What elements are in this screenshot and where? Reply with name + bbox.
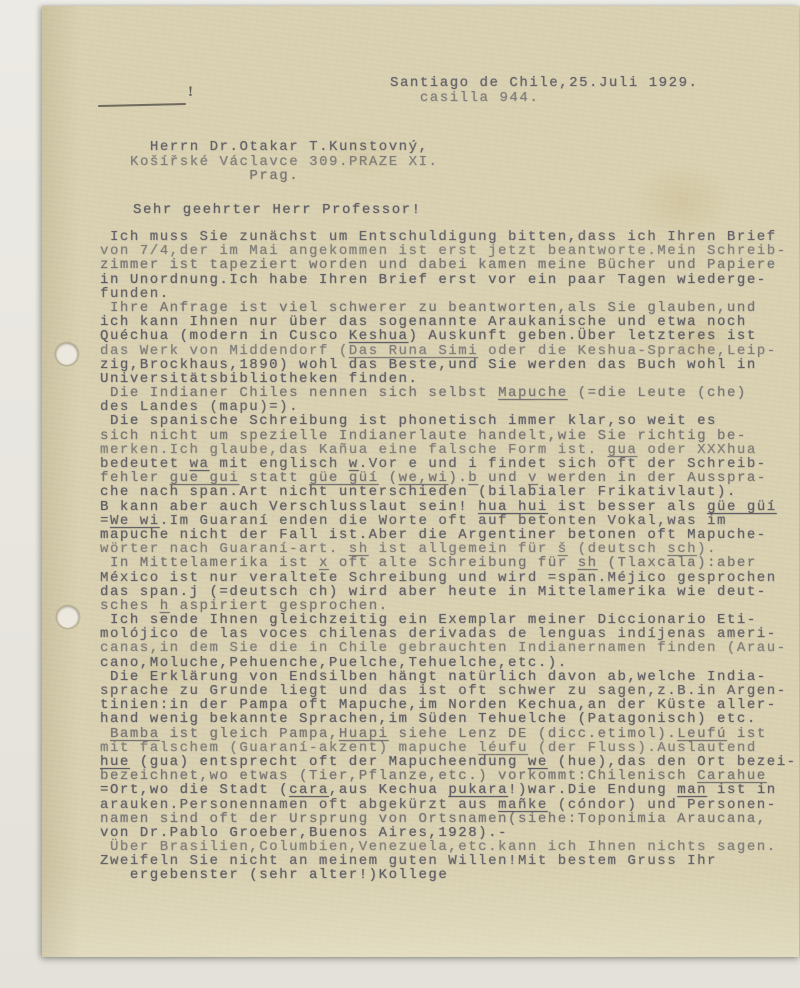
letter-line: sich nicht um spezielle Indianerlaute handelt,wie Sie richtig be- xyxy=(100,427,747,444)
letter-line: Herrn Dr.Otakar T.Kunstovný, xyxy=(130,139,429,155)
letter-line: sprache zu Grunde liegt und das ist oft schwer zu sagen,z.B.in Argen- xyxy=(100,683,787,699)
letter-line: das span.j (=deutsch ch) wird aber heute in Mittelamerika wie deut- xyxy=(100,583,767,600)
letter-line: fehler gue gui statt güe güí (we,wi).b und v werden in der Ausspra- xyxy=(100,470,767,487)
letter-line: funden. xyxy=(100,285,170,302)
pencil-mark xyxy=(98,82,208,114)
letter-line: Bamba ist gleich Pampa,Huapi siehe Lenz DE (dicc.etimol).Leufú ist xyxy=(109,725,767,742)
letter-line: merken.Ich glaube,das Kañua eine falsche Form ist. gua oder XXXhua xyxy=(100,441,757,458)
letter-line: In Mittelamerika ist x oft alte Schreibung für sh (Tlaxcala):aber xyxy=(100,555,757,572)
letter-line: casilla 944. xyxy=(390,90,540,106)
letter-line: bezeichnet,wo etwas (Tier,Pflanze,etc.) vorkommt:Chilenisch Carahue xyxy=(100,768,767,785)
letter-line: Prag. xyxy=(130,168,300,184)
recipient-block xyxy=(130,140,439,184)
salutation: Sehr geehrter Herr Professor! xyxy=(133,202,422,218)
letter-paper xyxy=(42,6,799,957)
pencil-underline xyxy=(98,103,186,107)
letter-line: =We wi.Im Guaraní enden die Worte oft auf betonten Vokal,was im xyxy=(100,512,727,529)
letter-line: Die Erklärung von Endsilben hängt natürlich davon ab,welche India- xyxy=(100,668,767,685)
letter-line: wörter nach Guaraní-art. sh ist allgemein für š (deutsch sch). xyxy=(100,541,718,558)
letter-line: Santiago de Chile,25.Juli 1929. xyxy=(390,75,699,91)
letter-line: das Werk von Middendorf (Das Runa Simi oder die Keshua-Sprache,Leip- xyxy=(100,342,777,359)
punch-hole-top xyxy=(56,343,78,365)
letter-line: von 7/4,der im Mai angekommen ist erst jetzt beantworte.Mein Schreib- xyxy=(100,243,787,260)
letter-line: namen sind oft der Ursprung von Ortsnamen(siehe:Toponimia Araucana, xyxy=(100,810,767,827)
letter-line: hand wenig bekannte Sprachen,im Süden Tehuelche (Patagonisch) etc. xyxy=(100,711,757,728)
letter-line: molójico de las voces chilenas derivadas de lenguas indíjenas ameri- xyxy=(100,626,777,643)
letter-line: zig,Brockhaus,1890) wohl das Beste,und Sie werden das Buch wohl in xyxy=(100,356,757,373)
letter-line: tinien:in der Pampa oft Mapuche,im Norden Kechua,an der Küste aller- xyxy=(100,697,777,714)
letter-line: Ihre Anfrage ist viel schwerer zu beantworten,als Sie glauben,und xyxy=(100,299,757,316)
letter-line: México ist nur veraltete Schreibung und wird =span.Méjico gesprochen xyxy=(100,569,777,586)
letter-line: Zweifeln Sie nicht an meinem guten Willen!Mit bestem Gruss Ihr xyxy=(100,853,717,870)
dateline-block xyxy=(390,76,699,106)
letter-line: Košířské Václavce 309.PRAZE XI. xyxy=(130,153,439,170)
body-block xyxy=(100,230,797,883)
letter-line: mit falschem (Guaraní-akzent) mapuche léufu (der Fluss).Auslautend xyxy=(100,739,757,756)
letter-line: Über Brasilien,Columbien,Venezuela,etc.kann ich Ihnen nichts sagen. xyxy=(100,839,777,856)
letter-line: Quéchua (modern in Cusco Keshua) Auskunft geben.Über letzteres ist xyxy=(100,328,757,345)
letter-line: sches h aspiriert gesprochen. xyxy=(100,597,389,614)
letter-line: des Landes (mapu)=). xyxy=(100,399,300,416)
letter-line: ergebenster (sehr alter!)Kollege xyxy=(100,867,449,884)
letter-line: Ich sende Ihnen gleichzeitig ein Exemplar meiner Diccionario Eti- xyxy=(100,612,757,629)
punch-hole-bottom xyxy=(57,606,79,628)
letter-line: Die spanische Schreibung ist phonetisch immer klar,so weit es xyxy=(100,413,717,430)
letter-line: Universitätsbibliotheken finden. xyxy=(100,370,419,387)
letter-line: che nach span.Art nicht unterschieden (bilabialer Frikativlaut). xyxy=(100,484,737,501)
letter-line: hue (gua) entsprecht oft der Mapucheendung we (hue),das den Ort bezei- xyxy=(100,753,797,770)
letter-line: cano,Moluche,Pehuenche,Puelche,Tehuelche,etc.). xyxy=(100,654,568,671)
pencil-exclamation-mark: ! xyxy=(188,84,193,100)
letter-line: B kann aber auch Verschlusslaut sein! hua hui ist besser als güe güí xyxy=(100,498,777,515)
letter-line: von Dr.Pablo Groeber,Buenos Aires,1928).- xyxy=(100,824,509,841)
letter-line: Die Indianer Chiles nennen sich selbst Mapuche (=die Leute (che) xyxy=(100,385,747,402)
letter-line: arauken.Personennamen oft abgekürzt aus mañke (cóndor) und Personen- xyxy=(100,796,777,813)
letter-line: =Ort,wo die Stadt (cara,aus Kechua pukara!)war.Die Endung man ist in xyxy=(100,782,777,799)
letter-line: Ich muss Sie zunächst um Entschuldigung bitten,dass ich Ihren Brief xyxy=(100,229,777,245)
letter-line: bedeutet wa mit englisch w.Vor e und i findet sich oft der Schreib- xyxy=(100,456,767,472)
letter-line: zimmer ist tapeziert worden und dabei kamen meine Bücher und Papiere xyxy=(100,257,777,274)
letter-line: mapuche nicht der Fall ist.Aber die Argentiner betonen oft Mapuche- xyxy=(100,526,767,543)
letter-line: canas,in dem Sie die in Chile gebrauchten Indianernamen finden (Arau- xyxy=(100,640,787,657)
letter-line: ich kann Ihnen nur über das sogenannte Araukanische und etwa noch xyxy=(100,314,747,331)
letter-line: in Unordnung.Ich habe Ihren Brief erst vor ein paar Tagen wiederge- xyxy=(100,271,767,288)
